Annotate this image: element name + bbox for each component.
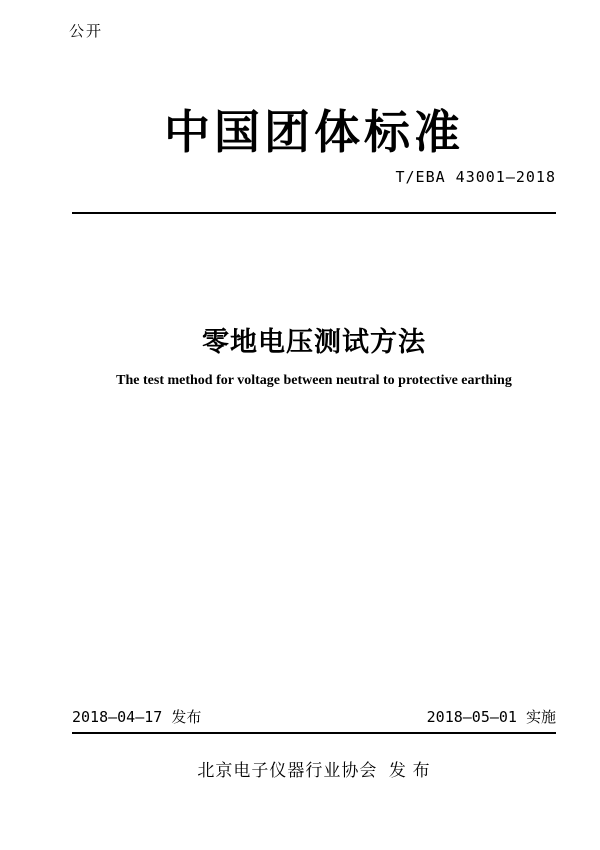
- document-title-chinese: 零地电压测试方法: [202, 327, 426, 357]
- publisher-line: 北京电子仪器行业协会 发 布: [197, 761, 431, 780]
- footer-divider-rule: [72, 732, 556, 734]
- standard-type-title: 中国团体标准: [164, 107, 464, 158]
- standard-number: T/EBA 43001—2018: [395, 168, 556, 186]
- dates-row: [72, 706, 556, 727]
- document-title-english: The test method for voltage between neutral to protective earthing: [116, 373, 512, 388]
- implementation-date: 2018—05—01 实施: [426, 708, 556, 726]
- issue-date: 2018—04—17 发布: [72, 708, 202, 726]
- content-column: [72, 0, 556, 850]
- header-divider-rule: [72, 212, 556, 214]
- classification-label: 公开: [69, 23, 104, 40]
